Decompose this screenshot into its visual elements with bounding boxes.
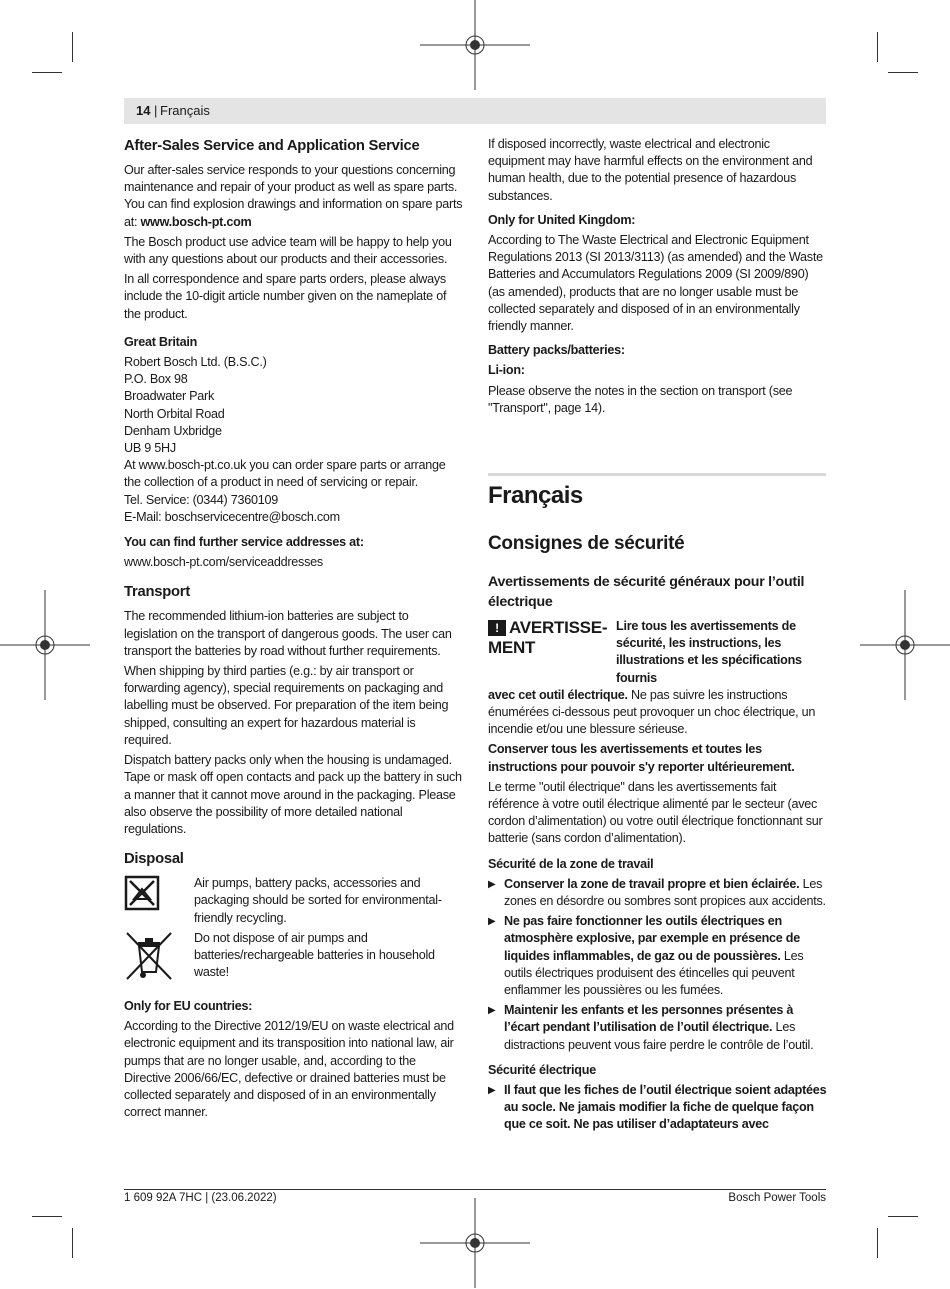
eu-countries-heading: Only for EU countries: bbox=[124, 998, 253, 1013]
gb-order-text: At www.bosch-pt.co.uk you can order spare parts or arrange the collection of a product in need of servicing or repair. bbox=[124, 458, 446, 490]
gb-email: E-Mail: boschservicecentre@bosch.com bbox=[124, 509, 340, 524]
recycling-symbol-icon bbox=[124, 875, 160, 911]
transport-paragraph: Dispatch battery packs only when the housing is undamaged. Tape or mask off open contacts and pack up the battery in such a manner that it cannot move around in the packaging. Please also observe the possibility of more detailed national regulations. bbox=[124, 753, 462, 836]
warning-bold-text: Lire tous les avertissements de sécurité, les instructions, les illustrations et les spécifications fournis bbox=[616, 619, 802, 685]
header-separator: | bbox=[154, 103, 158, 118]
transport-heading: Transport bbox=[124, 584, 190, 601]
list-item bbox=[488, 1002, 828, 1054]
list-item bbox=[488, 1082, 828, 1134]
disposal-recycle-text: Air pumps, battery packs, accessories and packaging should be sorted for environmental-friendly recycling. bbox=[194, 876, 442, 925]
crossed-out-wheelie-bin-icon bbox=[124, 930, 174, 982]
crop-mark bbox=[32, 72, 62, 73]
section-divider bbox=[488, 473, 826, 476]
warning-bold-continuation: avec cet outil électrique. bbox=[488, 687, 628, 702]
li-ion-heading: Li-ion: bbox=[488, 363, 525, 378]
great-britain-heading: Great Britain bbox=[124, 334, 198, 349]
keep-instructions-paragraph bbox=[488, 741, 828, 775]
bullet-arrow-icon: ▶ bbox=[488, 878, 496, 890]
article-number-paragraph: In all correspondence and spare parts orders, please always include the 10-digit article number given on the nameplate of the product. bbox=[124, 272, 447, 321]
list-item bbox=[488, 913, 828, 999]
li-ion-paragraph: Please observe the notes in the section on transport (see "Transport", page 14). bbox=[488, 383, 793, 415]
bullet-arrow-icon: ▶ bbox=[488, 1085, 496, 1097]
uk-regulations-paragraph: According to The Waste Electrical and Electronic Equipment Regulations 2013 (SI 2013/3113) (as amended) and the Waste Batteries and Accumulators Regulations 2009 (SI 2009/890) (as amended), products that are no longer usable must be collected separately and disposed of in an environmentally friendly manner. bbox=[488, 233, 823, 334]
warning-rest-text: Ne pas suivre les instructions énumérées ci-dessous peut provoquer un choc électrique, un incendie et/ou une blessure sérieuse. bbox=[488, 687, 816, 737]
registration-mark-icon bbox=[0, 590, 90, 700]
gb-address-line: North Orbital Road bbox=[124, 406, 225, 421]
eu-directive-paragraph: According to the Directive 2012/19/EU on waste electrical and electronic equipment and its transposition into national law, air pumps that are no longer usable, and, according to the Directive 2006/66/EC, defective or drained batteries must be collected separately and disposed of in an environmentally correct manner. bbox=[124, 1019, 454, 1120]
gb-address-line: UB 9 5HJ bbox=[124, 441, 176, 456]
disposal-bin-text: Do not dispose of air pumps and batteries/rechargeable batteries in household waste! bbox=[194, 930, 435, 980]
bullet-bold-text: Ne pas faire fonctionner les outils électriques en atmosphère explosive, par exemple en présence de liquides inflammables, de gaz ou de poussières. bbox=[504, 914, 800, 963]
advice-team-paragraph: The Bosch product use advice team will be happy to help you with any questions about our products and their accessories. bbox=[124, 234, 452, 267]
header-language: Français bbox=[160, 103, 210, 118]
electric-safety-heading: Sécurité électrique bbox=[488, 1062, 596, 1077]
footer-rule bbox=[124, 1189, 826, 1190]
gb-telephone: Tel. Service: (0344) 7360109 bbox=[124, 492, 279, 507]
warning-block bbox=[488, 618, 828, 687]
gb-address-line: Robert Bosch Ltd. (B.S.C.) bbox=[124, 355, 267, 370]
bullet-arrow-icon: ▶ bbox=[488, 1005, 496, 1017]
warning-triangle-icon: ! bbox=[488, 620, 506, 636]
consignes-heading: Consignes de sécurité bbox=[488, 533, 685, 554]
bullet-text: Les outils électriques produisent des étincelles qui peuvent enflammer les poussières ou les fumées. bbox=[504, 948, 804, 998]
transport-paragraph: The recommended lithium-ion batteries are subject to legislation on the transport of dangerous goods. The user can transport the batteries by road without further requirements. bbox=[124, 609, 452, 658]
francais-title: Français bbox=[488, 482, 583, 509]
further-addresses-heading: You can find further service addresses at: bbox=[124, 535, 364, 550]
registration-mark-icon bbox=[860, 590, 950, 700]
crop-mark bbox=[888, 72, 918, 73]
bullet-text: Les distractions peuvent vous faire perdre le contrôle de l’outil. bbox=[504, 1020, 814, 1052]
gb-address-line: P.O. Box 98 bbox=[124, 372, 188, 387]
footer-brand: Bosch Power Tools bbox=[728, 1192, 826, 1204]
gb-address-line: Broadwater Park bbox=[124, 389, 215, 404]
crop-mark bbox=[32, 1216, 62, 1217]
french-section bbox=[488, 572, 828, 1137]
disposal-bin-row bbox=[124, 930, 464, 987]
transport-paragraph: When shipping by third parties (e.g.: by air transport or forwarding agency), special requirements on packaging and labelling must be observed. For preparation of the item being shipped, consulting an expert for hazardous material is required. bbox=[124, 664, 449, 747]
list-item bbox=[488, 876, 828, 910]
bullet-bold-text: Maintenir les enfants et les personnes présentes à l’écart pendant l’utilisation de l’outil électrique. bbox=[504, 1003, 794, 1035]
bullet-arrow-icon: ▶ bbox=[488, 916, 496, 928]
left-column bbox=[124, 136, 464, 1124]
page-number: 14 bbox=[136, 103, 151, 118]
after-sales-text: Our after-sales service responds to your questions concerning maintenance and repair of your product as well as spare parts. You can find explosion drawings and information on spare parts at: bbox=[124, 163, 463, 229]
crop-mark bbox=[888, 1216, 918, 1217]
uk-heading: Only for United Kingdom: bbox=[488, 212, 636, 227]
crop-mark bbox=[877, 1228, 878, 1258]
after-sales-heading: After-Sales Service and Application Service bbox=[124, 138, 420, 154]
bullet-text: Les zones en désordre ou sombres sont propices aux accidents. bbox=[504, 876, 826, 909]
term-paragraph: Le terme "outil électrique" dans les avertissements fait référence à votre outil électrique alimenté par le secteur (avec cordon d’alimentation) ou votre outil électrique fonctionnant sur batterie (sans cordon d’alimentation). bbox=[488, 779, 823, 846]
bullet-bold-text: Conserver la zone de travail propre et bien éclairée. bbox=[504, 876, 800, 891]
work-area-heading: Sécurité de la zone de travail bbox=[488, 856, 654, 871]
gb-address-line: Denham Uxbridge bbox=[124, 423, 222, 438]
footer-document-id: 1 609 92A 7HC | (23.06.2022) bbox=[124, 1192, 277, 1204]
right-column bbox=[488, 136, 828, 420]
disposal-heading: Disposal bbox=[124, 851, 184, 868]
after-sales-paragraph bbox=[124, 162, 464, 231]
crop-mark bbox=[877, 32, 878, 62]
general-warnings-heading: Avertissements de sécurité généraux pour l’outil électrique bbox=[488, 574, 805, 610]
incorrect-disposal-paragraph: If disposed incorrectly, waste electrical and electronic equipment may have harmful effects on the environment and human health, due to the potential presence of hazardous substances. bbox=[488, 137, 813, 203]
page-header bbox=[124, 98, 826, 124]
registration-mark-icon bbox=[420, 0, 530, 90]
disposal-recycling-row bbox=[124, 875, 464, 927]
crop-mark bbox=[72, 1228, 73, 1258]
keep-instructions-bold: Conserver tous les avertissements et toutes les instructions pour pouvoir s'y reporter ultérieurement. bbox=[488, 742, 795, 774]
bosch-link[interactable]: www.bosch-pt.com bbox=[140, 214, 252, 229]
warning-continuation bbox=[488, 687, 828, 739]
battery-packs-heading: Battery packs/batteries: bbox=[488, 343, 625, 358]
bullet-bold-text: Il faut que les fiches de l’outil électrique soient adaptées au socle. Ne jamais modifier la fiche de quelque façon que ce soit. Ne pas utiliser d’adaptateurs avec bbox=[504, 1083, 827, 1132]
further-addresses-url[interactable]: www.bosch-pt.com/serviceaddresses bbox=[124, 555, 323, 570]
registration-mark-icon bbox=[420, 1198, 530, 1288]
crop-mark bbox=[72, 32, 73, 62]
warning-label bbox=[488, 618, 616, 687]
warning-label-text: AVERTISSE-MENT bbox=[488, 618, 608, 657]
